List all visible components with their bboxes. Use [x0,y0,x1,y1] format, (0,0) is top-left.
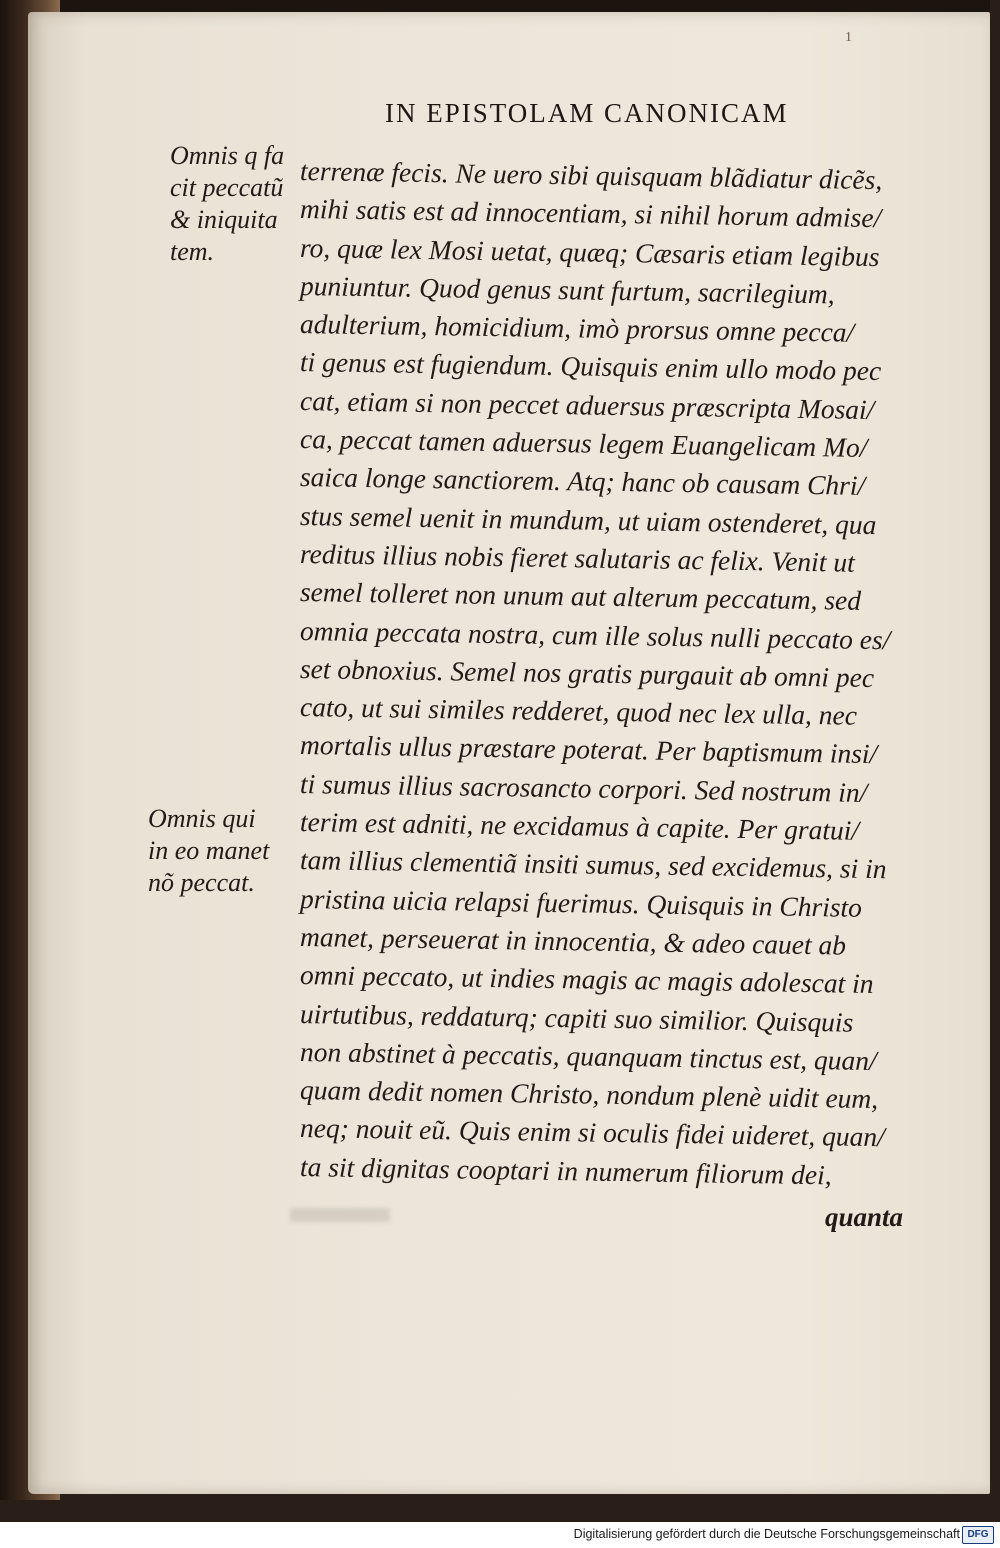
text-line: pristina uicia relapsi fuerimus. Quisquis in Christo [299,882,863,923]
margin-note-line: nõ peccat. [148,868,255,897]
text-line: saica longe sanctiorem. Atq; hanc ob causam Chri/ [299,461,866,502]
text-line: ca, peccat tamen aduersus legem Euangelicam Mo/ [299,423,868,463]
text-line: ro, quæ lex Mosi uetat, quæq; Cæsaris etiam legibus [299,231,880,272]
show-through-smudge [290,1208,390,1222]
text-line: tam illius clementiã insiti sumus, sed excidemus, si in [299,844,887,885]
text-line: cat, etiam si non peccet aduersus præscripta Mosai/ [299,384,875,425]
text-line: semel tolleret non unum aut alterum peccatum, sed [299,576,862,617]
margin-note-line: Omnis q fa [170,141,285,170]
text-line: reditus illius nobis fieret salutaris ac felix. Venit ut [299,537,855,578]
running-head: IN EPISTOLAM CANONICAM [385,98,789,128]
dfg-logo-icon: DFG [962,1526,994,1544]
text-line: omnia peccata nostra, cum ille solus nulli peccato es/ [299,614,891,655]
margin-note-line: & iniquita [170,205,278,234]
text-line: non abstinet à peccatis, quanquam tinctus est, quan/ [299,1035,877,1076]
text-line: ta sit dignitas cooptari in numerum filiorum dei, [299,1150,832,1191]
margin-note-line: tem. [170,237,215,266]
text-line: adulterium, homicidium, imò prorsus omne pecca/ [299,308,855,348]
text-line: omni peccato, ut indies magis ac magis adolescat in [299,959,874,1000]
text-line: stus semel uenit in mundum, ut uiam ostenderet, qua [299,499,877,540]
margin-note-line: cit peccatũ [170,173,284,202]
margin-note-2 [148,803,298,899]
text-line: neq; nouit eũ. Quis enim si oculis fidei uideret, quan/ [299,1112,885,1153]
margin-note-line: Omnis qui [148,804,256,833]
funding-credit: Digitalisierung gefördert durch die Deutsche Forschungsgemeinschaft [573,1527,960,1541]
text-line: uirtutibus, reddaturq; capiti suo similior. Quisquis [299,997,854,1038]
margin-note-line: in eo manet [148,836,270,865]
text-line: ti genus est fugiendum. Quisquis enim ullo modo pec [299,346,882,387]
margin-note-1 [170,140,320,268]
text-line: cato, ut sui similes redderet, quod nec lex ulla, nec [299,691,858,731]
text-line: mortalis ullus præstare poterat. Per baptismum insi/ [299,729,878,770]
text-line: terim est adniti, ne excidamus à capite. Per gratui/ [299,806,860,846]
text-line: set obnoxius. Semel nos gratis purgauit ab omni pec [299,652,875,693]
text-line: terrenæ fecis. Ne uero sibi quisquam blãdiatur dicẽs, [299,155,883,196]
footer-bar [0,1522,1000,1548]
text-line: mihi satis est ad innocentiam, si nihil horum admise/ [299,193,882,234]
text-line: puniuntur. Quod genus sunt furtum, sacrilegium, [299,269,835,310]
catchword: quanta [825,1202,904,1232]
text-line: ti sumus illius sacrosancto corpori. Sed nostrum in/ [299,767,868,808]
text-line: manet, perseuerat in innocentia, & adeo cauet ab [299,920,847,961]
text-line: quam dedit nomen Christo, nondum plenè uidit eum, [299,1074,879,1115]
body-text [299,152,950,1191]
folio-mark: 1 [845,30,852,45]
